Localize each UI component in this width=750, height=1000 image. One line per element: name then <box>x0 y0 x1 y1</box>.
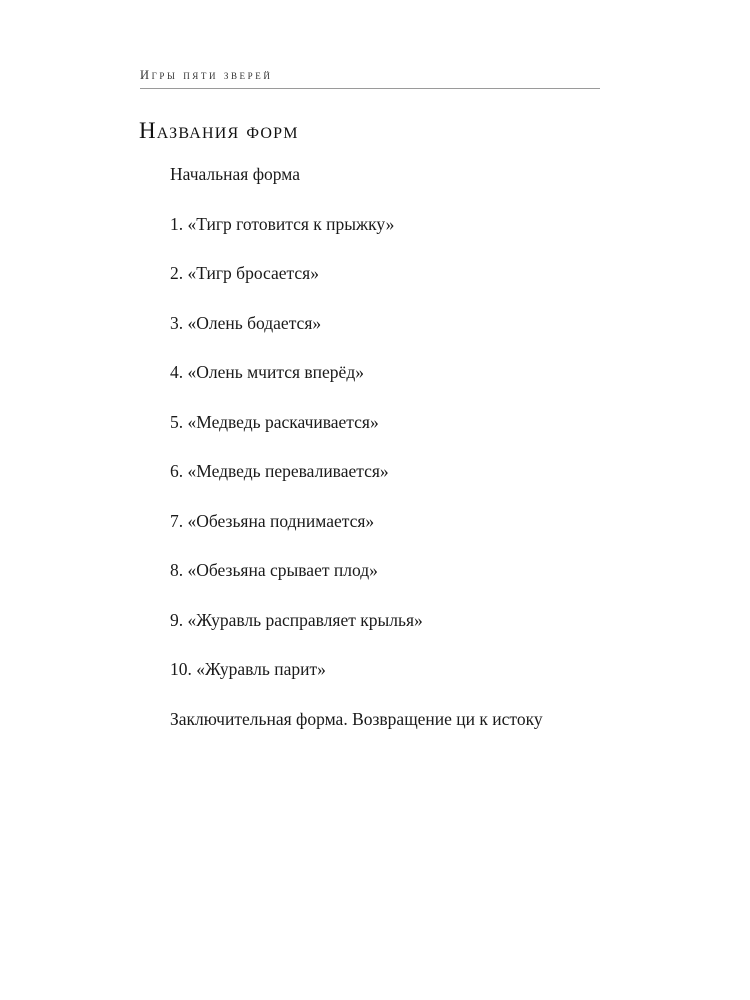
running-head-title: Игры пяти зверей <box>140 68 273 82</box>
list-item: 9. «Журавль расправляет крылья» <box>170 609 423 630</box>
form-names-list <box>170 162 543 756</box>
running-head <box>140 68 600 89</box>
list-item: 2. «Тигр бросается» <box>170 263 319 283</box>
list-item: 8. «Обезьяна срывает плод» <box>170 560 378 580</box>
list-item: 6. «Медведь переваливается» <box>170 461 389 481</box>
list-item: 3. «Олень бодается» <box>170 312 322 333</box>
list-item: 7. «Обезьяна поднимается» <box>170 510 375 531</box>
list-item: Заключительная форма. Возвращение ци к истоку <box>170 708 543 729</box>
list-item: Начальная форма <box>170 164 300 184</box>
list-item: 5. «Медведь раскачивается» <box>170 411 379 432</box>
section-title: Названия форм <box>139 118 299 143</box>
list-item: 10. «Журавль парит» <box>170 659 326 679</box>
list-item: 1. «Тигр готовится к прыжку» <box>170 213 395 234</box>
list-item: 4. «Олень мчится вперёд» <box>170 362 364 382</box>
